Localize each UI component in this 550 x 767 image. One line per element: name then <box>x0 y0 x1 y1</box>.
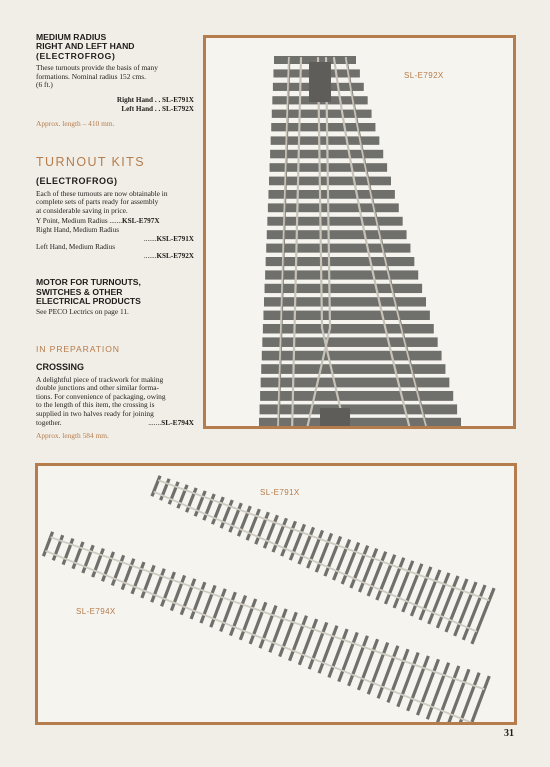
code-sl-e791x: SL-E791X <box>162 96 194 104</box>
medium-radius-title: MEDIUM RADIUS RIGHT AND LEFT HAND (ELECTROFROG) <box>36 32 135 61</box>
crossing-title: CROSSING <box>36 362 85 373</box>
sleeper <box>261 378 450 388</box>
motor-text: See PECO Lectrics on page 11. <box>36 306 129 316</box>
kit-item: Y Point, Medium Radius .......KSL-E797X <box>36 217 160 226</box>
kit-item: Right Hand, Medium Radius .......KSL-E791X <box>36 225 194 243</box>
code-sl-e792x: SL-E792X <box>162 104 194 113</box>
sleeper <box>261 364 445 374</box>
turnout-photo-top <box>206 38 513 426</box>
sleeper <box>437 576 458 628</box>
code-sl-e794x: SL-E794X <box>161 417 194 427</box>
label-sl-e791x: SL-E791X <box>260 488 300 497</box>
frog-block <box>320 408 350 426</box>
sleeper <box>268 190 394 199</box>
medium-radius-section <box>36 33 194 128</box>
motor-section <box>36 278 194 316</box>
sleeper <box>262 351 442 361</box>
medium-radius-length: Approx. length – 410 mm. <box>36 119 115 129</box>
sleeper <box>420 570 440 620</box>
turnout-kits-subtitle: (ELECTROFROG) <box>36 176 118 187</box>
sleeper <box>263 311 429 320</box>
sleeper <box>269 177 391 186</box>
sleeper <box>385 558 403 604</box>
rail <box>158 480 489 600</box>
sleeper <box>446 579 467 632</box>
in-preparation-title: IN PREPARATION <box>36 344 120 355</box>
motor-title: MOTOR FOR TURNOUTS, SWITCHES & OTHER ELECTRICAL PRODUCTS <box>36 277 141 307</box>
sleeper <box>267 230 407 239</box>
left-column <box>36 33 194 440</box>
photo-frame-bottom <box>35 463 517 725</box>
sleeper <box>264 297 426 306</box>
sleeper <box>260 391 453 401</box>
sleeper <box>266 244 410 253</box>
sleeper <box>265 284 423 293</box>
sleeper <box>265 270 418 279</box>
sleeper <box>403 564 422 612</box>
sleeper <box>266 257 415 266</box>
crossing-description: A delightful piece of trackwork for making double junctions and other similar forma- tions. For convenience of packaging, owing to the length of this item, the crossing is supplied in two halves ready for joining together. .......SL-E794X <box>36 374 194 427</box>
photo-frame-top <box>203 35 516 429</box>
sleepers <box>259 56 461 426</box>
sleeper <box>260 404 458 414</box>
crossing-sl-e794x <box>43 532 489 722</box>
sleeper <box>268 203 399 212</box>
sleeper <box>263 324 434 333</box>
medium-radius-description: These turnouts provide the basis of many formations. Nominal radius 152 cms. (6 ft.) <box>36 63 158 90</box>
sleeper <box>463 585 485 640</box>
sleeper <box>472 588 494 644</box>
turnout-kits-section <box>36 155 194 260</box>
sleeper <box>259 418 461 426</box>
turnout-kits-description: Each of these turnouts are now obtainable in complete sets of parts ready for assembly at considerable saving in price. <box>36 188 168 215</box>
page-number: 31 <box>504 728 514 739</box>
sleeper <box>429 573 449 624</box>
sleeper <box>411 567 431 616</box>
medium-radius-codes: Right Hand . . SL-E791X Left Hand . . SL-E792X <box>116 96 194 113</box>
rail <box>154 492 477 632</box>
point-tie-bar <box>309 62 331 102</box>
sleeper <box>394 561 413 608</box>
sleeper <box>267 217 402 226</box>
sleeper <box>262 337 437 347</box>
turnout-kits-title: TURNOUT KITS <box>36 155 145 170</box>
label-sl-e792x: SL-E792X <box>404 71 444 80</box>
sleeper <box>455 582 476 636</box>
in-preparation-section <box>36 344 194 440</box>
kit-list <box>36 217 194 260</box>
crossing-length: Approx. length 584 mm. <box>36 431 109 441</box>
label-sl-e794x: SL-E794X <box>76 607 116 616</box>
turnout-photo-bottom <box>38 466 514 722</box>
kit-item: Left Hand, Medium Radius .......KSL-E792X <box>36 243 194 260</box>
